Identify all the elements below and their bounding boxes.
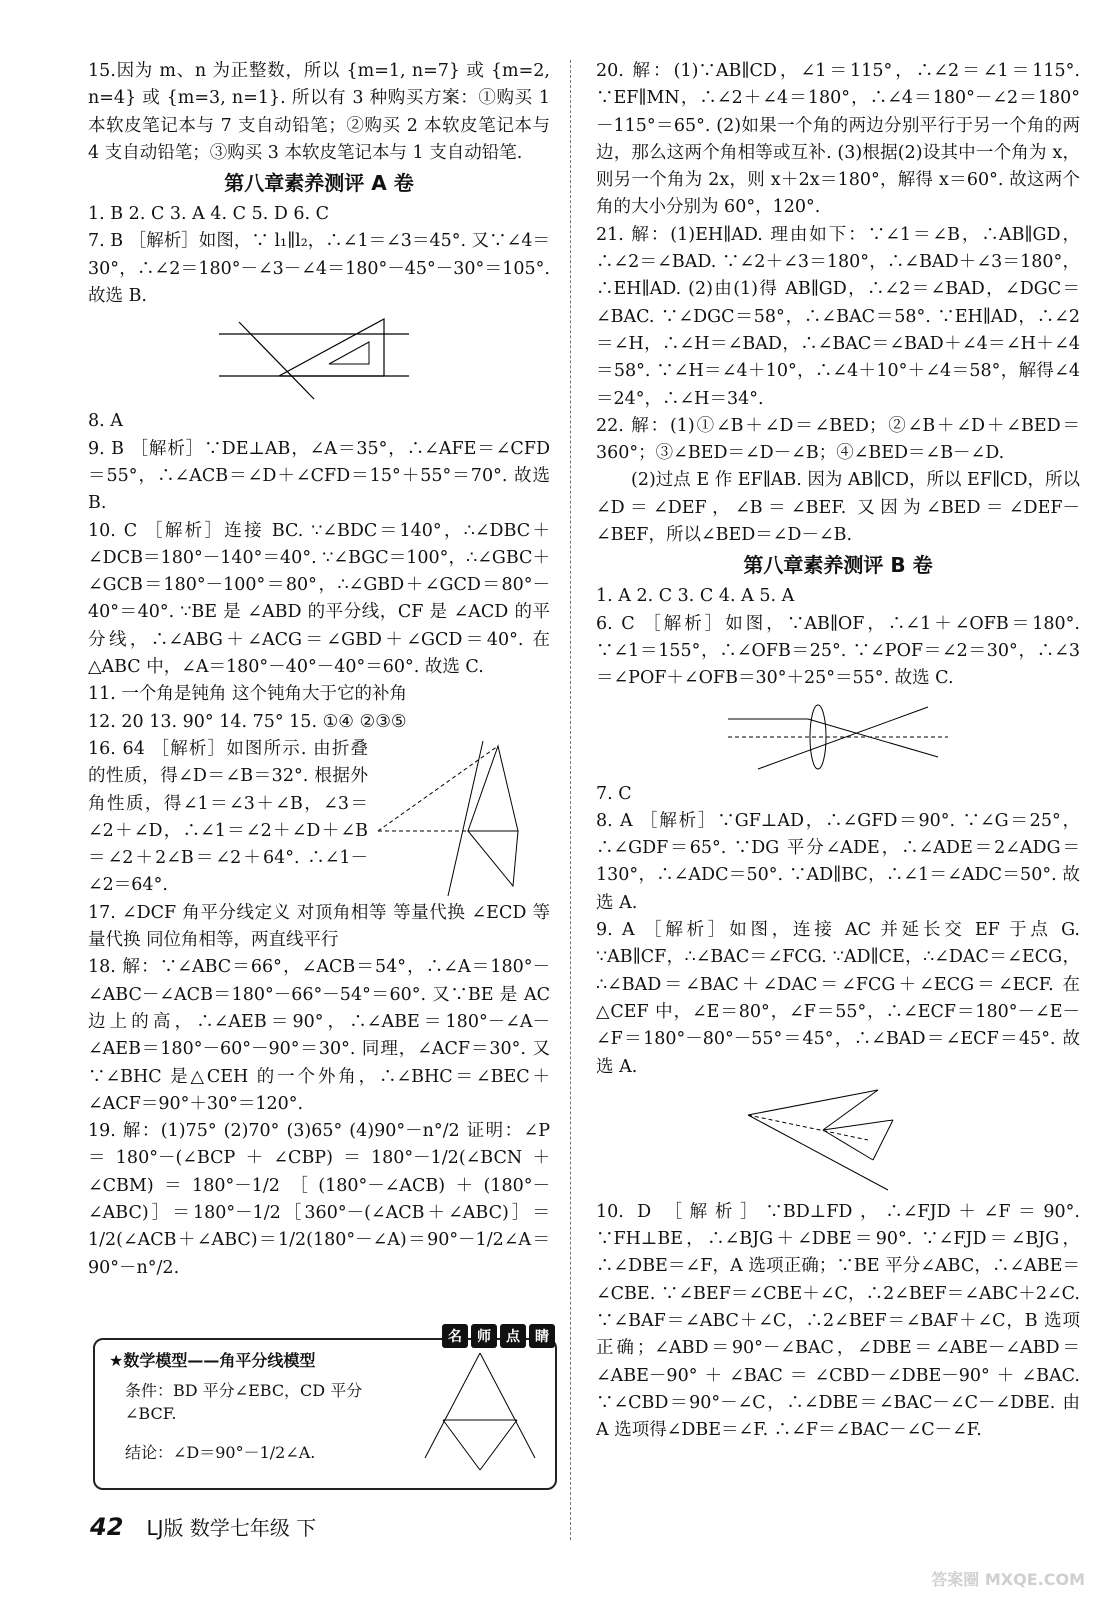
footer-text: LJ版 数学七年级 下 xyxy=(146,1516,317,1540)
answer-b-8: 8. A ［解析］∵GF⊥AD，∴∠GFD＝90°. ∵∠G＝25°，∴∠GDF＝65°. ∵DG 平分∠ADE，∴∠ADE＝2∠ADG＝130°，∴∠ADC＝50°. ∵AD∥BC，∴∠1＝∠ADC＝50°. 故选 A. xyxy=(596,810,1080,913)
answer-16: 16. 64 ［解析］如图所示. 由折叠的性质，得∠D＝∠B＝32°. 根据外角性质，得∠1＝∠3＋∠B，∠3＝∠2＋∠D，∴∠1＝∠2＋∠D＋∠B＝∠2＋2∠B＝∠2＋64°. ∴∠1－∠2＝64°. xyxy=(88,738,368,896)
figure-parallel-lines xyxy=(219,314,419,404)
page-footer xyxy=(90,1512,316,1541)
right-column xyxy=(596,58,1080,1444)
answer-11: 11. 一个角是钝角 这个钝角大于它的补角 xyxy=(88,684,407,705)
answer-9: 9. B ［解析］∵DE⊥AB，∠A＝35°，∴∠AFE＝∠CFD＝55°，∴∠ACB＝∠D＋∠CFD＝15°＋55°＝70°. 故选 B. xyxy=(88,438,550,514)
answer-15: 15.因为 m、n 为正整数，所以 {m=1, n=7} 或 {m=2, n=4} 或 {m=3, n=1}. 所以有 3 种购买方案：①购买 1 本软皮笔记本与 7 支自动铅笔；②购买 2 本软皮笔记本与 4 支自动铅笔；③购买 3 本软皮笔记本与 1 支自动铅笔. xyxy=(88,61,550,163)
column-divider xyxy=(570,60,571,1540)
math-model-box xyxy=(93,1329,557,1490)
left-column xyxy=(88,58,550,1282)
watermark: 答案圈 MXQE.COM xyxy=(931,1570,1085,1589)
model-condition-2: ∠BCF. xyxy=(125,1404,177,1423)
model-condition-1: 条件：BD 平分∠EBC，CD 平分 xyxy=(125,1381,363,1400)
master-tip-badge xyxy=(439,1324,555,1348)
answers-1-6: 1. B 2. C 3. A 4. C 5. D 6. C xyxy=(88,204,330,225)
badge-char: 睛 xyxy=(529,1324,555,1348)
section-heading-b: 第八章素养测评 B 卷 xyxy=(743,553,933,578)
answer-20: 20. 解：(1)∵AB∥CD，∠1＝115°，∴∠2＝∠1＝115°. ∵EF∥MN，∴∠2＋∠4＝180°，∴∠4＝180°－∠2＝180°－115°＝65°. (2)如果一个角的两边分别平行于另一个角的两边，那么这两个角相等或互补. (3)根据(2)设其中一个角为 x，则另一个角为 2x，则 x＋2x＝180°，解得 x＝60°. 故这两个角的大小分别为 60°，120°. xyxy=(596,61,1080,218)
figure-angle-bisector xyxy=(415,1348,545,1480)
answer-16-block xyxy=(88,736,550,900)
answer-b-7: 7. C xyxy=(596,783,632,804)
answer-21: 21. 解：(1)EH∥AD. 理由如下：∵∠1＝∠B，∴AB∥GD，∴∠2＝∠BAD. ∵∠2＋∠3＝180°，∴∠BAD＋∠3＝180°，∴EH∥AD. (2)由(1)得 AB∥GD，∴∠2＝∠BAD，∠DGC＝∠BAC. ∵∠DGC＝58°，∴∠BAC＝58°. ∵EH∥AD，∴∠2＝∠H，∴∠H＝∠BAD，∴∠BAC＝∠BAD＋∠4＝∠H＋∠4＝58°. ∵∠H＝∠4＋10°，∴∠4＋10°＋∠4＝58°，解得∠4＝24°，∴∠H＝34°. xyxy=(596,224,1080,409)
answer-22-part2: (2)过点 E 作 EF∥AB. 因为 AB∥CD，所以 EF∥CD，所以∠D＝∠DEF，∠B＝∠BEF. 又因为∠BED＝∠DEF－∠BEF，所以∠BED＝∠D－∠B. xyxy=(596,470,1080,546)
answer-b-10: 10. D ［解析］∵BD⊥FD，∴∠FJD＋∠F＝90°. ∵FH⊥BE，∴∠BJG＋∠DBE＝90°. ∵∠FJD＝∠BJG，∴∠DBE＝∠F，A 选项正确；∵BE 平分∠ABC，∴∠ABE＝∠CBE. ∵∠BEF＝∠CBE＋∠C，∴2∠BEF＝∠ABC＋2∠C. ∵∠BAF＝∠ABC＋∠C，∴2∠BEF＝∠BAF＋∠C，B 选项正确；∠ABD＝90°－∠BAC，∠DBE＝∠ABE－∠ABD＝∠ABE－90°＋∠BAC＝∠CBD－∠DBE－90°＋∠BAC. ∵∠CBD＝90°－∠C，∴∠DBE＝∠BAC－∠C－∠DBE. 由 A 选项得∠DBE＝∠F. ∴∠F＝∠BAC－∠C－∠F. xyxy=(596,1201,1080,1441)
answer-8: 8. A xyxy=(88,411,123,432)
answer-b-6: 6. C ［解析］如图，∵AB∥OF，∴∠1＋∠OFB＝180°. ∵∠1＝155°，∴∠OFB＝25°. ∵∠POF＝∠2＝30°，∴∠3＝∠POF＋∠OFB＝30°＋25°＝55°. 故选 C. xyxy=(596,613,1080,689)
answer-10: 10. C ［解析］连接 BC. ∵∠BDC＝140°，∴∠DBC＋∠DCB＝180°－140°＝40°. ∵∠BGC＝100°，∴∠GBC＋∠GCB＝180°－100°＝80°，∴∠GBD＋∠GCD＝80°－40°＝40°. ∵BE 是 ∠ABD 的平分线，CF 是 ∠ACD 的平分线，∴∠ABG＋∠ACG＝∠GBD＋∠GCD＝40°. 在△ABC 中，∠A＝180°－40°－40°＝60°. 故选 C. xyxy=(88,520,550,678)
section-heading-a: 第八章素养测评 A 卷 xyxy=(224,171,414,196)
answer-b-9: 9. A ［解析］如图，连接 AC 并延长交 EF 于点 G. ∵AB∥CF，∴∠BAC＝∠FCG. ∵AD∥CE，∴∠DAC＝∠ECG，∴∠BAD＝∠BAC＋∠DAC＝∠FCG＋∠ECG＝∠ECF. 在△CEF 中，∠E＝80°，∠F＝55°，∴∠ECF＝180°－∠E－∠F＝180°－80°－55°＝45°，∴∠BAD＝∠ECF＝45°. 故选 A. xyxy=(596,920,1080,1077)
answer-17: 17. ∠DCF 角平分线定义 对顶角相等 等量代换 ∠ECD 等量代换 同位角相等，两直线平行 xyxy=(88,902,550,951)
model-title: ★数学模型——角平分线模型 xyxy=(109,1351,316,1370)
answer-19: 19. 解：(1)75° (2)70° (3)65° (4)90°－n°/2 证明：∠P＝180°－(∠BCP＋∠CBP)＝180°－1/2(∠BCN＋∠CBM)＝180°－1/2［(180°－∠ACB)＋(180°－∠ABC)］＝180°－1/2［360°－(∠ACB＋∠ABC)］＝1/2(∠ACB＋∠ABC)＝1/2(180°－∠A)＝90°－1/2∠A＝90°－n°/2. xyxy=(88,1121,550,1278)
answer-18: 18. 解：∵∠ABC＝66°，∠ACB＝54°，∴∠A＝180°－∠ABC－∠ACB＝180°－66°－54°＝60°. 又∵BE 是 AC 边上的高，∴∠AEB＝90°，∴∠ABE＝180°－∠A－∠AEB＝180°－60°－90°＝30°. 同理，∠ACF＝30°. 又∵∠BHC 是△CEH 的一个外角，∴∠BHC＝∠BEC＋∠ACF＝90°＋30°＝120°. xyxy=(88,957,550,1114)
badge-char: 名 xyxy=(442,1324,468,1348)
answer-22-part1: 22. 解：(1)①∠B＋∠D＝∠BED；②∠B＋∠D＋∠BED＝360°；③∠BED＝∠D－∠B；④∠BED＝∠B－∠D. xyxy=(596,415,1080,464)
badge-char: 师 xyxy=(471,1324,497,1348)
answers-b-1-5: 1. A 2. C 3. C 4. A 5. A xyxy=(596,586,795,607)
answer-7: 7. B ［解析］如图，∵ l₁∥l₂，∴∠1＝∠3＝45°. 又∵∠4＝30°，∴∠2＝180°－∠3－∠4＝180°－45°－30°＝105°. 故选 B. xyxy=(88,231,550,307)
answers-12-15: 12. 20 13. 90° 14. 75° 15. ①④ ②③⑤ xyxy=(88,711,407,732)
badge-char: 点 xyxy=(500,1324,526,1348)
page-number: 42 xyxy=(90,1513,124,1541)
figure-triangle-cf xyxy=(738,1085,938,1195)
figure-fold xyxy=(368,736,548,896)
figure-lens-rays xyxy=(728,697,948,777)
model-conclusion: 结论：∠D＝90°－1/2∠A. xyxy=(125,1443,316,1462)
